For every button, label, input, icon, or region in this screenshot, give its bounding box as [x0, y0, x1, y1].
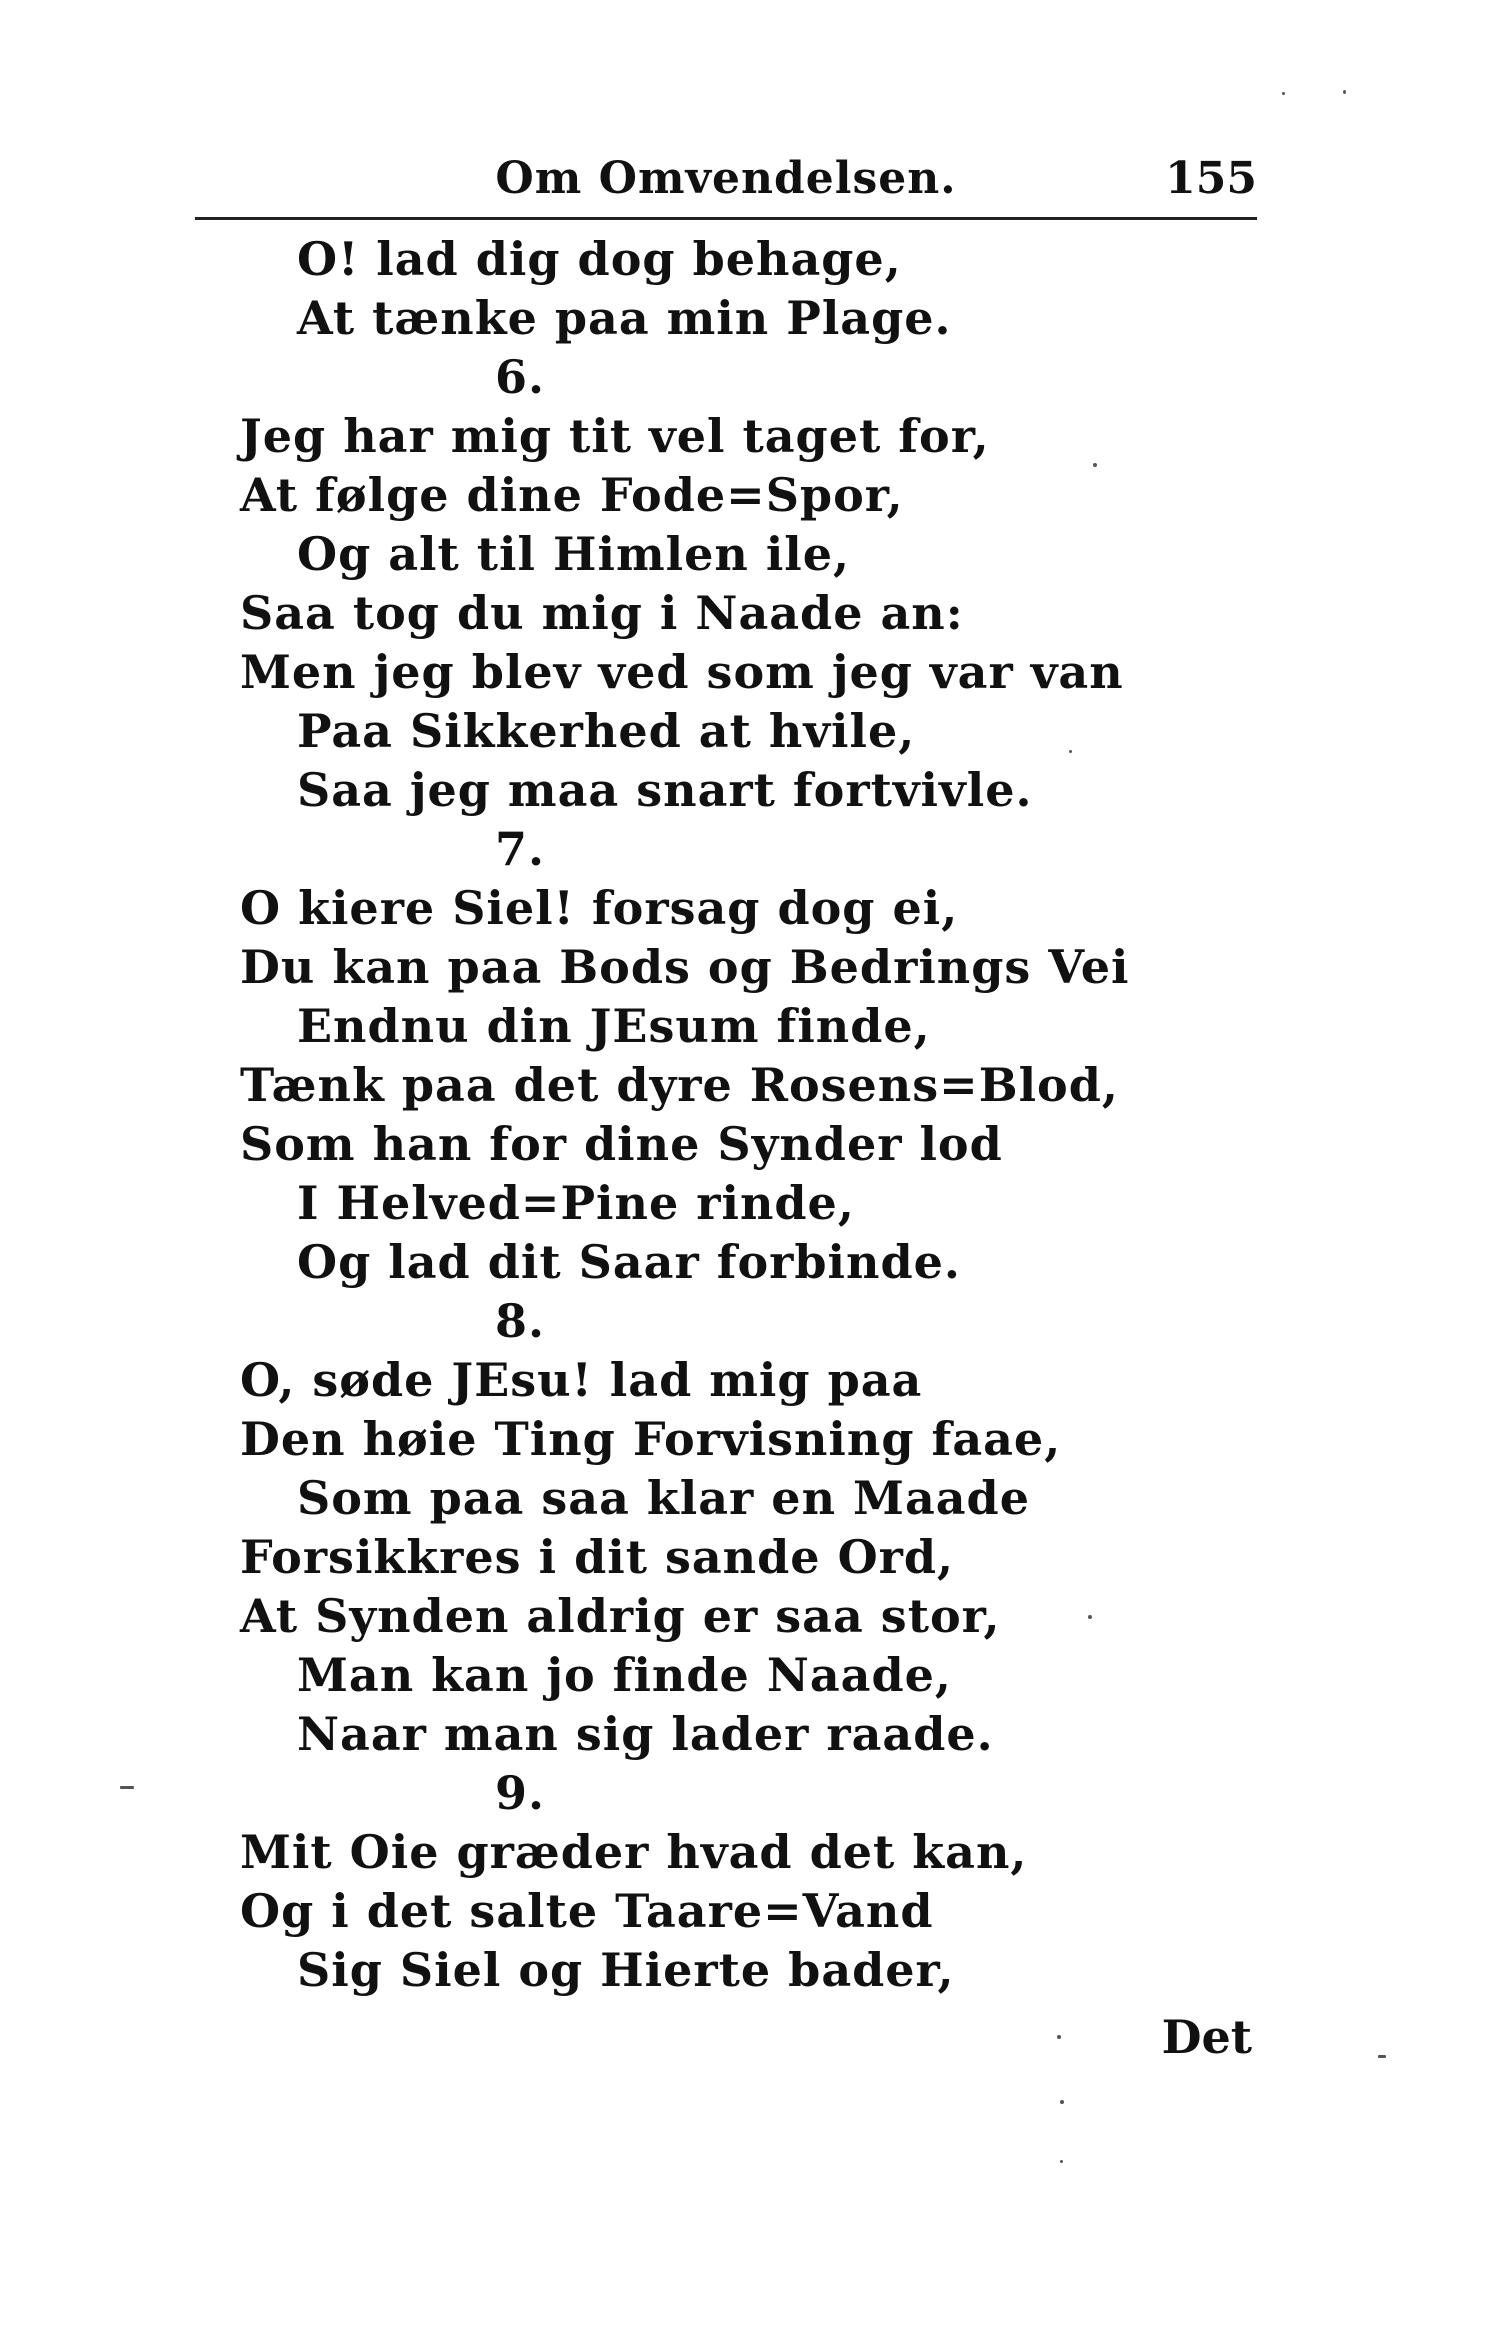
verse-line: Tænk paa det dyre Rosens=Blod,	[240, 1058, 1119, 1112]
verse-line: Og i det salte Taare=Vand	[240, 1884, 934, 1938]
verse-line: O, søde JEsu! lad mig paa	[240, 1353, 923, 1407]
verse-line: Sig Siel og Hierte bader,	[297, 1943, 955, 1997]
verse-line: Man kan jo finde Naade,	[297, 1648, 952, 1702]
stanza-number: 7.	[494, 822, 546, 876]
verse-line: Men jeg blev ved som jeg var van	[240, 645, 1124, 699]
verse-line: O kiere Siel! forsag dog ei,	[240, 881, 959, 935]
scan-speck	[1060, 2100, 1064, 2104]
stanza-number: 8.	[494, 1294, 546, 1348]
running-head	[195, 145, 1257, 220]
stanza-number: 6.	[494, 350, 546, 404]
verse-line: Den høie Ting Forvisning faae,	[240, 1412, 1062, 1466]
verse-line: Jeg har mig tit vel taget for,	[240, 409, 990, 463]
scan-speck	[1060, 2160, 1063, 2163]
verse-line: I Helved=Pine rinde,	[297, 1176, 855, 1230]
scan-speck	[1378, 2055, 1386, 2058]
scan-speck	[1282, 92, 1285, 95]
verse-line: Og alt til Himlen ile,	[297, 527, 851, 581]
page-number: 155	[1165, 153, 1257, 204]
verse-line: At følge dine Fode=Spor,	[240, 468, 904, 522]
verse-line: O! lad dig dog behage,	[297, 232, 902, 286]
scan-speck	[1088, 1615, 1092, 1619]
verse-line: Saa tog du mig i Naade an:	[240, 586, 964, 640]
verse-line: Som paa saa klar en Maade	[297, 1471, 1030, 1525]
verse-line: Paa Sikkerhed at hvile,	[297, 704, 916, 758]
verse-line: At Synden aldrig er saa stor,	[240, 1589, 1001, 1643]
stanza-number: 9.	[494, 1766, 546, 1820]
verse-line: Mit Oie græder hvad det kan,	[240, 1825, 1028, 1879]
scan-speck	[120, 1786, 134, 1789]
hymn-text	[240, 230, 1240, 2000]
verse-line: Som han for dine Synder lod	[240, 1117, 1003, 1171]
running-title: Om Omvendelsen.	[495, 153, 957, 204]
verse-line: Forsikkres i dit sande Ord,	[240, 1530, 955, 1584]
scan-speck	[1057, 2035, 1061, 2039]
catchword: Det	[1161, 2010, 1252, 2064]
scan-speck	[1069, 750, 1072, 753]
verse-line: At tænke paa min Plage.	[297, 291, 952, 345]
verse-line: Du kan paa Bods og Bedrings Vei	[240, 940, 1130, 994]
verse-line: Saa jeg maa snart fortvivle.	[297, 763, 1033, 817]
verse-line: Endnu din JEsum finde,	[297, 999, 931, 1053]
verse-line: Og lad dit Saar forbinde.	[297, 1235, 961, 1289]
scan-speck	[1093, 463, 1097, 467]
scan-speck	[1343, 90, 1346, 94]
verse-line: Naar man sig lader raade.	[297, 1707, 994, 1761]
